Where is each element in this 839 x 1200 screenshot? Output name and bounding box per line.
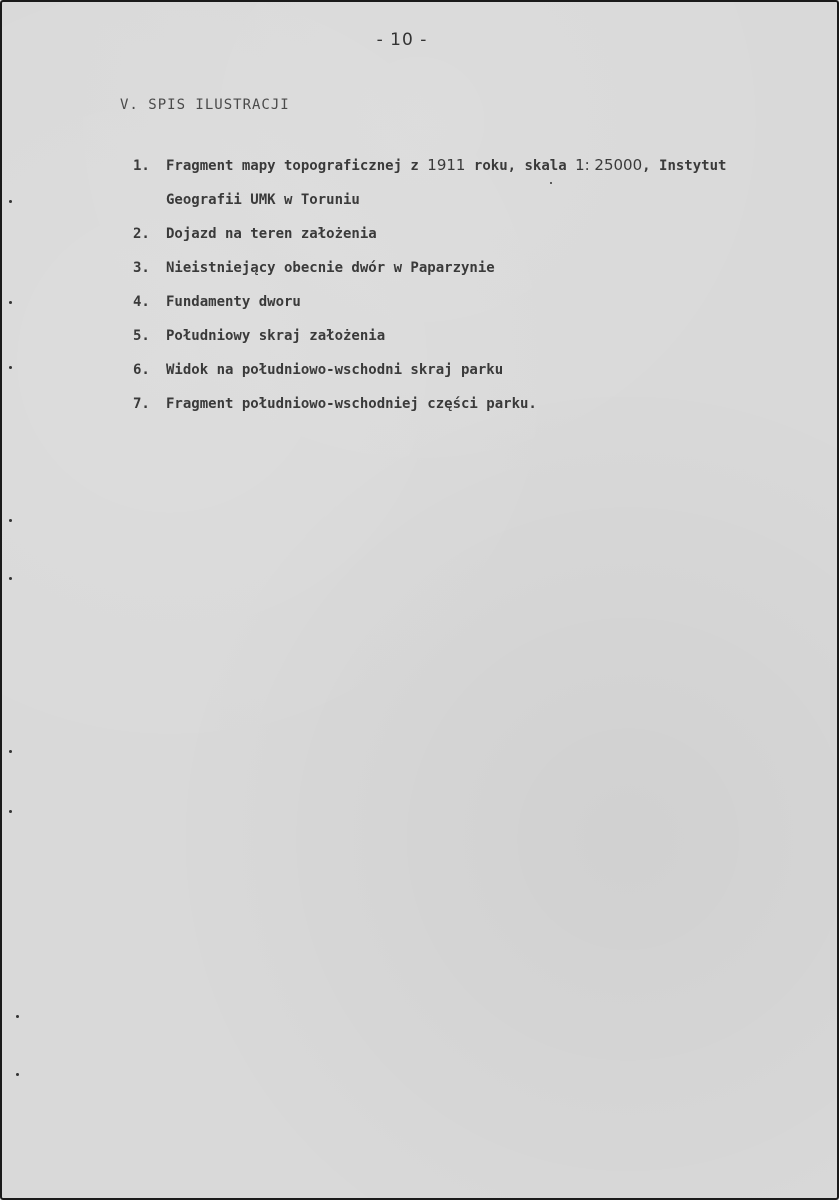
margin-mark xyxy=(9,200,12,203)
illustration-list xyxy=(133,148,823,421)
item-number: 4. xyxy=(133,294,150,310)
margin-mark xyxy=(9,577,12,580)
item-number: 5. xyxy=(133,328,150,344)
item-text: , Instytut xyxy=(642,158,727,174)
item-number: 2. xyxy=(133,226,150,242)
item-year: 1911 xyxy=(427,156,466,174)
section-title: V. SPIS ILUSTRACJI xyxy=(120,97,290,113)
item-number: 3. xyxy=(133,260,150,276)
page-number: - 10 - xyxy=(376,30,428,50)
item-text: Południowy skraj założenia xyxy=(166,328,386,344)
list-item xyxy=(133,251,823,285)
list-item xyxy=(133,319,823,353)
scan-speck xyxy=(550,182,552,184)
list-item xyxy=(133,353,823,387)
item-scale: 1: 25000 xyxy=(575,156,643,174)
item-text: Fragment południowo-wschodniej części parku. xyxy=(166,396,537,412)
item-text: Fragment mapy topograficznej z xyxy=(166,158,428,174)
item-number: 6. xyxy=(133,362,150,378)
margin-mark xyxy=(9,366,12,369)
margin-mark xyxy=(9,519,12,522)
item-text: Fundamenty dworu xyxy=(166,294,301,310)
margin-mark xyxy=(16,1015,19,1018)
item-text: Widok na południowo-wschodni skraj parku xyxy=(166,362,504,378)
margin-mark xyxy=(16,1073,19,1076)
list-item xyxy=(133,148,823,217)
list-item xyxy=(133,285,823,319)
margin-mark xyxy=(9,750,12,753)
item-continuation: Geografii UMK w Toruniu xyxy=(166,192,360,208)
list-item xyxy=(133,387,823,421)
item-number: 1. xyxy=(133,158,150,174)
margin-mark xyxy=(9,301,12,304)
item-text: roku, skala xyxy=(465,158,576,174)
margin-mark xyxy=(9,810,12,813)
list-item xyxy=(133,217,823,251)
item-text: Dojazd na teren założenia xyxy=(166,226,377,242)
item-text: Nieistniejący obecnie dwór w Paparzynie xyxy=(166,260,495,276)
item-number: 7. xyxy=(133,396,150,412)
